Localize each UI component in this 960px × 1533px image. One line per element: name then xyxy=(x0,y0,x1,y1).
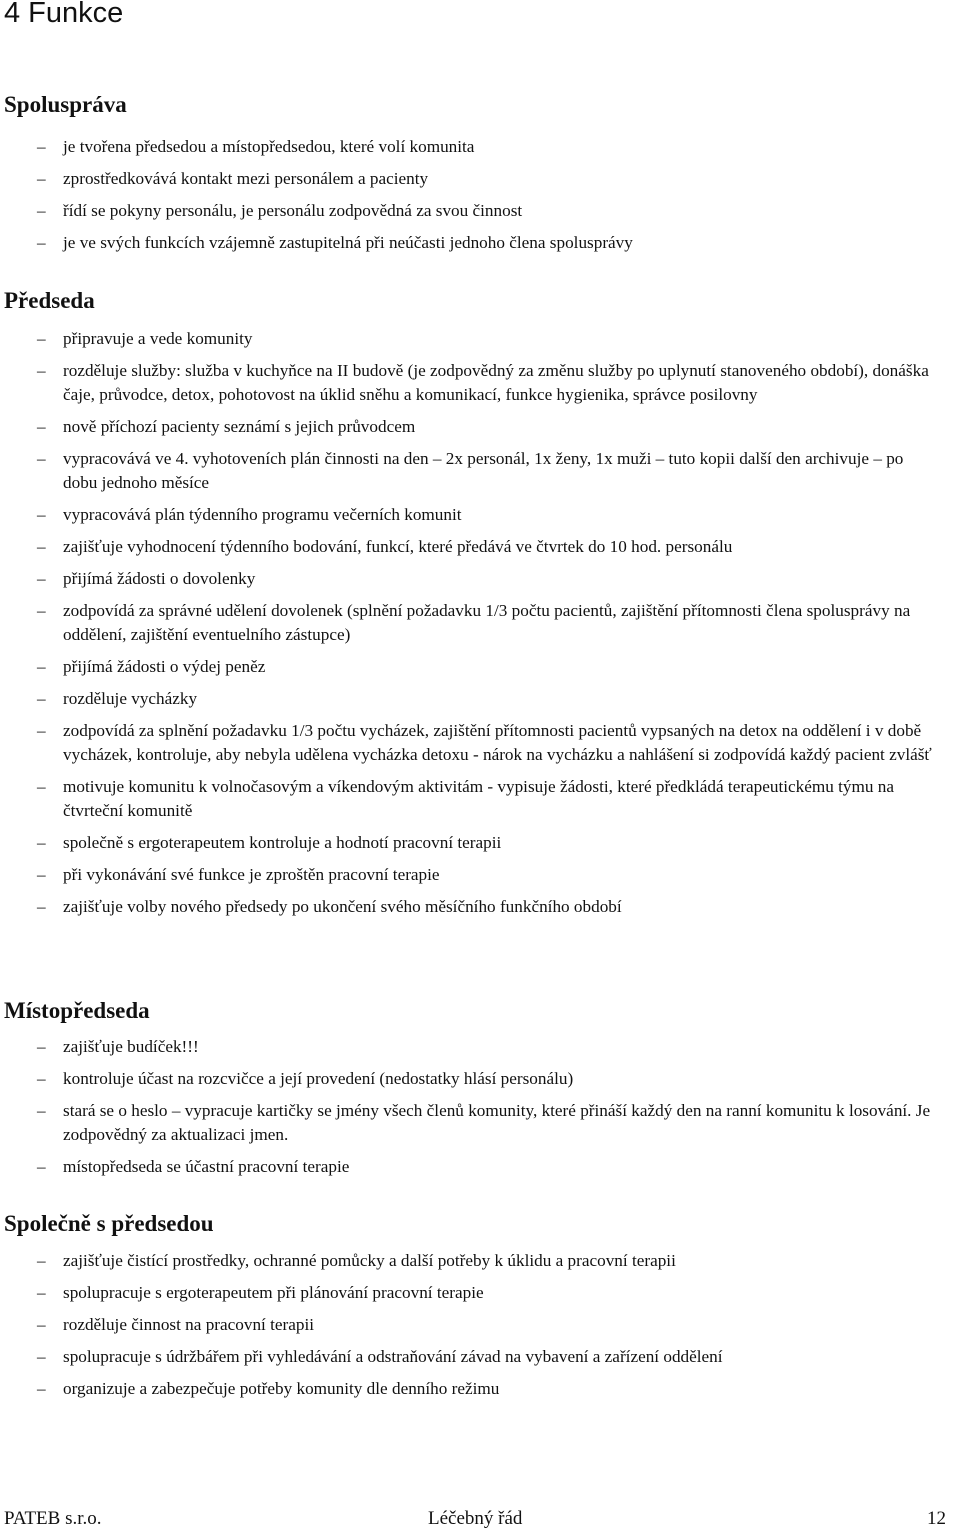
list-item: – zajišťuje čistící prostředky, ochranné pomůcky a další potřeby k úklidu a pracovní terapii xyxy=(0,1249,960,1273)
section-mistopredseda xyxy=(0,997,960,1187)
section-spolecne-s-predsedou xyxy=(0,1210,960,1409)
list-item: – rozděluje vycházky xyxy=(0,687,960,711)
list-item: – vypracovává plán týdenního programu večerních komunit xyxy=(0,503,960,527)
chapter-title: 4 Funkce xyxy=(4,0,124,29)
list-item: – zajišťuje budíček!!! xyxy=(0,1035,960,1059)
list-item: – kontroluje účast na rozcvičce a její provedení (nedostatky hlásí personálu) xyxy=(0,1067,960,1091)
list-item: – zprostředkovává kontakt mezi personálem a pacienty xyxy=(0,167,960,191)
bullet-list xyxy=(0,1035,960,1179)
list-item: – stará se o heslo – vypracuje kartičky se jmény všech členů komunity, které přináší každý den na ranní komunitu k losování. Je zodpovědný za aktualizaci jmen. xyxy=(0,1099,960,1147)
footer-document-title: Léčebný řád xyxy=(428,1508,523,1529)
list-item: – rozděluje služby: služba v kuchyňce na II budově (je zodpovědný za změnu služby po uplynutí stanoveného období), donáška čaje, průvodce, detox, pohotovost na úklid sněhu a komunikací, funkce hygienika, správce posilovny xyxy=(0,359,960,407)
list-item: – připravuje a vede komunity xyxy=(0,327,960,351)
list-item: – zodpovídá za splnění požadavku 1/3 počtu vycházek, zajištění přítomnosti pacientů vypsaných na detox na oddělení i v době vycházek, kontroluje, aby nebyla udělena vycházka detoxu - nárok na vycházku a nahlášení si zodpovídá každý pacient zvlášť xyxy=(0,719,960,767)
bullet-list xyxy=(0,1249,960,1401)
list-item: – rozděluje činnost na pracovní terapii xyxy=(0,1313,960,1337)
list-item: – zodpovídá za správné udělení dovolenek (splnění požadavku 1/3 počtu pacientů, zajištění přítomnosti člena spolusprávy na oddělení, zajištění eventuelního zástupce) xyxy=(0,599,960,647)
list-item: – zajišťuje vyhodnocení týdenního bodování, funkcí, které předává ve čtvrtek do 10 hod. personálu xyxy=(0,535,960,559)
list-item: – při vykonávání své funkce je zproštěn pracovní terapie xyxy=(0,863,960,887)
footer-company: PATEB s.r.o. xyxy=(4,1508,102,1529)
bullet-list xyxy=(0,135,960,255)
section-predseda xyxy=(0,287,960,927)
list-item: – nově příchozí pacienty seznámí s jejich průvodcem xyxy=(0,415,960,439)
list-item: – přijímá žádosti o výdej peněz xyxy=(0,655,960,679)
section-heading: Společně s předsedou xyxy=(4,1211,214,1236)
section-heading: Místopředseda xyxy=(4,998,150,1023)
list-item: – přijímá žádosti o dovolenky xyxy=(0,567,960,591)
list-item: – motivuje komunitu k volnočasovým a víkendovým aktivitám - vypisuje žádosti, které předkládá terapeutickému týmu na čtvrteční komunitě xyxy=(0,775,960,823)
list-item: – zajišťuje volby nového předsedy po ukončení svého měsíčního funkčního období xyxy=(0,895,960,919)
section-heading: Předseda xyxy=(4,288,95,313)
section-heading: Spolusprávа xyxy=(4,92,127,117)
section-spolusprava xyxy=(0,91,960,263)
list-item: – společně s ergoterapeutem kontroluje a hodnotí pracovní terapii xyxy=(0,831,960,855)
list-item: – je tvořena předsedou a místopředsedou, které volí komunita xyxy=(0,135,960,159)
page-footer xyxy=(4,1506,946,1532)
list-item: – místopředseda se účastní pracovní terapie xyxy=(0,1155,960,1179)
footer-page-number: 12 xyxy=(927,1508,946,1529)
bullet-list xyxy=(0,327,960,919)
list-item: – je ve svých funkcích vzájemně zastupitelná při neúčasti jednoho člena spolusprávy xyxy=(0,231,960,255)
list-item: – spolupracuje s údržbářem při vyhledávání a odstraňování závad na vybavení a zařízení oddělení xyxy=(0,1345,960,1369)
list-item: – organizuje a zabezpečuje potřeby komunity dle denního režimu xyxy=(0,1377,960,1401)
list-item: – řídí se pokyny personálu, je personálu zodpovědná za svou činnost xyxy=(0,199,960,223)
list-item: – vypracovává ve 4. vyhotoveních plán činnosti na den – 2x personál, 1x ženy, 1x muži – tuto kopii další den archivuje – po dobu jednoho měsíce xyxy=(0,447,960,495)
list-item: – spolupracuje s ergoterapeutem při plánování pracovní terapie xyxy=(0,1281,960,1305)
